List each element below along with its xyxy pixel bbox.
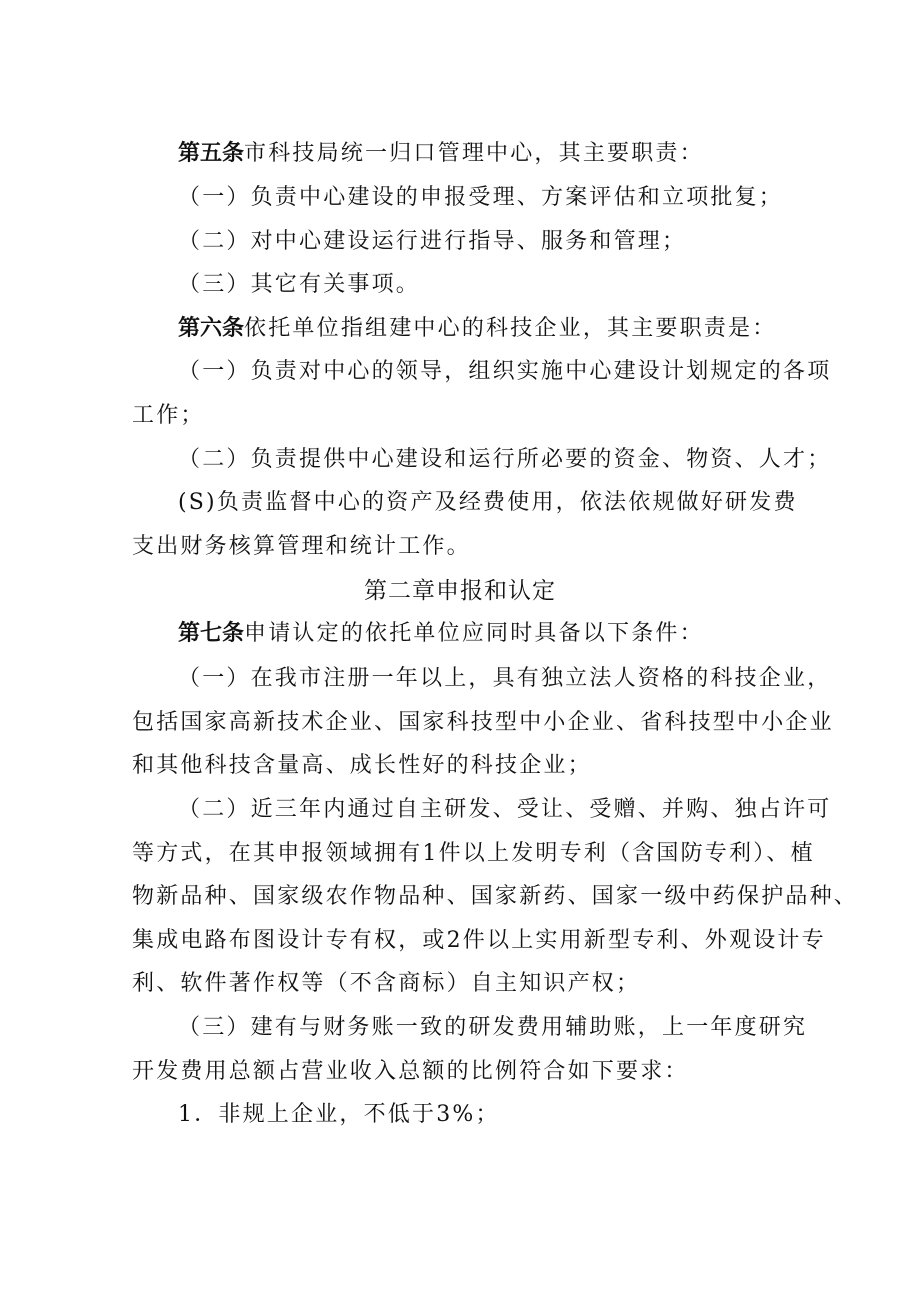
article-7-title: 第七条 <box>178 621 245 646</box>
article-6-item-2: （二）负责提供中心建设和运行所必要的资金、物资、人才； <box>178 447 832 472</box>
article-7-item-1-line-1: （一）在我市注册一年以上，具有独立法人资格的科技企业， <box>178 666 832 691</box>
article-7-item-2-line-4: 集成电路布图设计专有权，或2件以上实用新型专利、外观设计专 <box>132 928 826 953</box>
article-7-sub-item-1: 1．非规上企业，不低于3%； <box>178 1102 500 1127</box>
article-6-item-1-line-2: 工作； <box>132 403 205 428</box>
article-6-intro <box>178 314 868 344</box>
article-7-item-3-line-1: （三）建有与财务账一致的研发费用辅助账，上一年度研究 <box>178 1015 808 1040</box>
article-6-text: 依托单位指组建中心的科技企业，其主要职责是： <box>244 316 777 341</box>
article-7-item-2-line-5: 利、软件著作权等（不含商标）自主知识产权； <box>132 971 641 996</box>
article-7-item-2-line-1: （二）近三年内通过自主研发、受让、受赠、并购、独占许可 <box>178 797 832 822</box>
article-5-item-1: （一）负责中心建设的申报受理、方案评估和立项批复； <box>178 185 784 210</box>
article-6-item-3-line-1: (S)负责监督中心的资产及经费使用，依法依规做好研发费 <box>178 490 798 515</box>
article-6-item-1-line-1: （一）负责对中心的领导，组织实施中心建设计划规定的各项 <box>178 359 832 384</box>
article-7-item-1-line-3: 和其他科技含量高、成长性好的科技企业； <box>132 753 592 778</box>
article-7-intro <box>178 619 868 649</box>
article-5-title: 第五条 <box>178 141 245 166</box>
article-5-item-3: （三）其它有关事项。 <box>178 272 421 297</box>
article-5-item-2: （二）对中心建设运行进行指导、服务和管理； <box>178 229 687 254</box>
article-7-text: 申请认定的依托单位应同时具备以下条件： <box>244 621 704 646</box>
chapter-2-heading: 第二章申报和认定 <box>364 578 556 604</box>
article-7-item-2-line-3: 物新品种、国家级农作物品种、国家新药、国家一级中药保护品种、 <box>132 884 859 909</box>
article-7-item-3-line-2: 开发费用总额占营业收入总额的比例符合如下要求： <box>132 1059 689 1084</box>
article-6-item-3-line-2: 支出财务核算管理和统计工作。 <box>132 534 471 559</box>
article-5-intro <box>178 139 868 169</box>
article-7-item-2-line-2: 等方式，在其申报领域拥有1件以上发明专利（含国防专利）、植 <box>132 841 815 866</box>
article-6-title: 第六条 <box>178 316 245 341</box>
article-5-text: 市科技局统一归口管理中心，其主要职责： <box>244 141 704 166</box>
article-7-item-1-line-2: 包括国家高新技术企业、国家科技型中小企业、省科技型中小企业 <box>132 710 834 735</box>
